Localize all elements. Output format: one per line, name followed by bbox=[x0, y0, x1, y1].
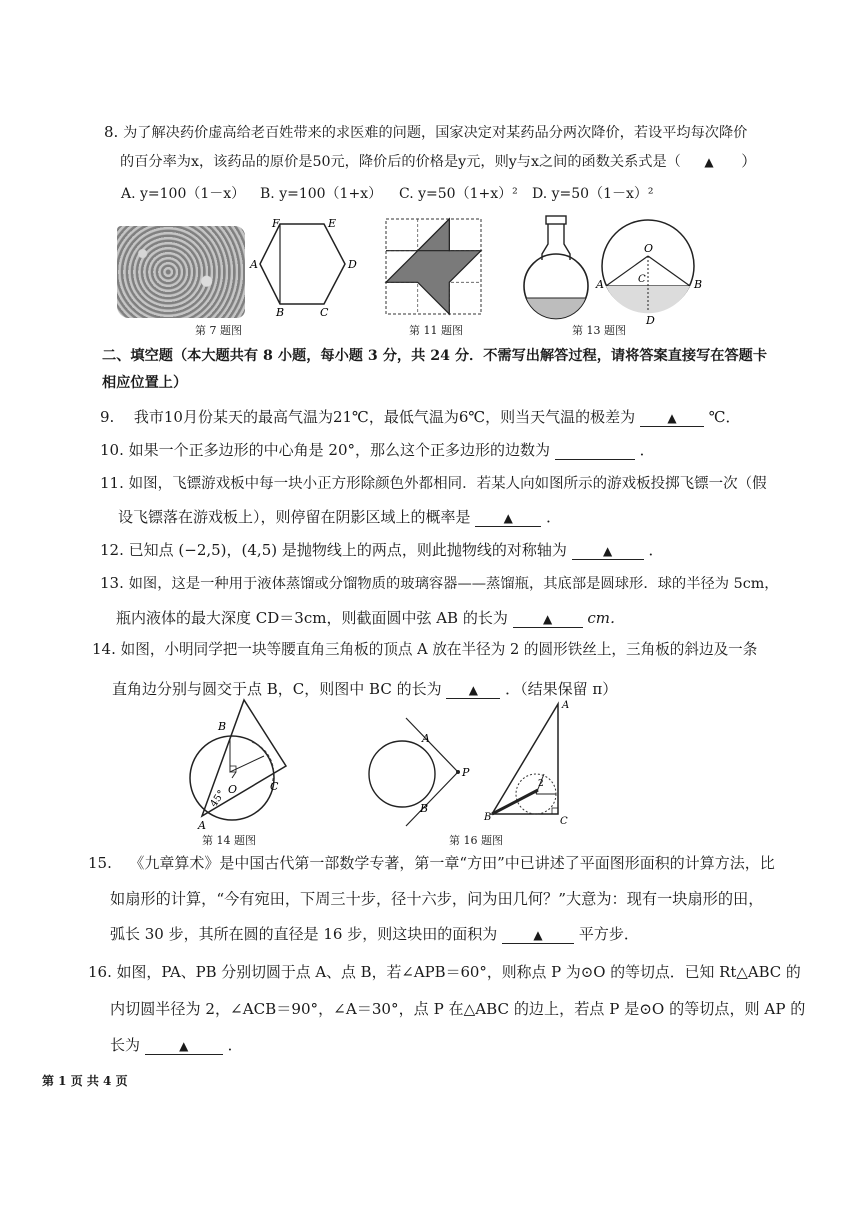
q10-tail: ． bbox=[639, 441, 655, 459]
q15-text-2: 如扇形的计算，“今有宛田，下周三十步，径十六步，问为田几何？”大意为：现有一块扇形的田， bbox=[110, 890, 764, 908]
q14-figure bbox=[180, 696, 320, 832]
q15-text-1: 《九章算术》是中国古代第一部数学专著，第一章“方田”中已讲述了平面图形面积的计算方法，比 bbox=[129, 854, 775, 872]
fig16b-label-c: C bbox=[560, 816, 568, 827]
q15-line2 bbox=[110, 888, 763, 909]
q11-answer-blank bbox=[475, 508, 541, 527]
q16-number: 16. bbox=[88, 963, 112, 981]
q13-flask-figure bbox=[520, 214, 592, 318]
q16-line3 bbox=[110, 1034, 243, 1055]
answer-mark: ▲ bbox=[543, 612, 553, 626]
q8-line1 bbox=[104, 122, 747, 142]
q8-option-b: B. y=100（1+x） bbox=[260, 186, 383, 202]
circle13-label-d: D bbox=[646, 314, 655, 327]
hex-label-f: F bbox=[272, 217, 280, 230]
q15-line1 bbox=[88, 852, 775, 873]
q15-answer-blank bbox=[502, 925, 574, 944]
q13-circle-figure bbox=[596, 216, 703, 327]
fig14-label-b: B bbox=[218, 720, 227, 733]
section2-heading-line2: 相应位置上） bbox=[102, 375, 188, 391]
q16-answer-blank bbox=[145, 1036, 223, 1055]
q14-line1 bbox=[92, 638, 757, 659]
q11-text-2: 设飞镖落在游戏板上），则停留在阴影区域上的概率是 bbox=[118, 508, 471, 526]
q11-line2 bbox=[118, 506, 561, 527]
q16-text-3: 长为 bbox=[110, 1036, 141, 1054]
q16-text-1: 如图，PA、PB 分别切圆于点 A、点 B，若∠APB＝60°，则称点 P 为⊙O 的等切点．已知 Rt△ABC 的 bbox=[116, 963, 801, 981]
q9-tail: ℃． bbox=[708, 408, 741, 426]
q16-caption: 第 16 题图 bbox=[449, 834, 503, 847]
q16-triangle-figure bbox=[484, 700, 584, 828]
circle13-label-c: C bbox=[638, 274, 646, 285]
q16-line1 bbox=[88, 961, 801, 982]
q7-hexagon-figure bbox=[248, 218, 358, 318]
q8-number: 8. bbox=[104, 123, 119, 141]
q13-line1 bbox=[100, 573, 779, 593]
hex-label-a: A bbox=[250, 258, 258, 271]
answer-mark: ▲ bbox=[468, 683, 478, 697]
fig16b-label-a: A bbox=[562, 700, 570, 711]
answer-mark: ▲ bbox=[179, 1039, 189, 1053]
hex-label-b: B bbox=[276, 306, 285, 319]
q15-tail: 平方步． bbox=[578, 925, 639, 943]
q10-line bbox=[100, 439, 655, 460]
section2-heading-line1: 二、填空题（本大题共有 8 小题，每小题 3 分，共 24 分．不需写出解答过程，请将答案直接写在答题卡 bbox=[102, 348, 768, 364]
page-footer: 第 1 页 共 4 页 bbox=[42, 1074, 128, 1088]
q14-tail: ．（结果保留 π） bbox=[505, 680, 618, 698]
q8-option-a: A. y=100（1－x） bbox=[121, 186, 246, 202]
q14-number: 14. bbox=[92, 640, 116, 658]
fig14-label-c: C bbox=[270, 780, 279, 793]
q13-tail: cm． bbox=[587, 609, 626, 627]
q12-text: 已知点 (−2,5)，(4,5) 是抛物线上的两点，则此抛物线的对称轴为 bbox=[128, 541, 567, 559]
q9-number: 9. bbox=[100, 408, 115, 426]
q14-answer-blank bbox=[446, 680, 500, 699]
q8-text-1: 为了解决药价虚高给老百姓带来的求医难的问题，国家决定对某药品分两次降价，若设平均每次降价 bbox=[123, 125, 748, 141]
q14-text-1: 如图，小明同学把一块等腰直角三角板的顶点 A 放在半径为 2 的圆形铁丝上，三角板的斜边及一条 bbox=[120, 641, 758, 658]
circle13-label-a: A bbox=[596, 278, 604, 291]
q12-answer-blank bbox=[572, 541, 644, 560]
q10-number: 10. bbox=[100, 441, 124, 459]
q16-tail: ． bbox=[227, 1036, 243, 1054]
answer-mark: ▲ bbox=[533, 928, 543, 942]
q7-photo bbox=[117, 226, 245, 318]
q8-text-2: 的百分率为x，该药品的原价是50元，降价后的价格是y元，则y与x之间的函数关系式是（ bbox=[120, 154, 681, 170]
q8-option-c: C. y=50（1+x）² bbox=[399, 186, 518, 202]
circle13-label-b: B bbox=[694, 278, 703, 291]
q15-number: 15. bbox=[88, 854, 112, 872]
fig14-label-o: O bbox=[228, 783, 238, 796]
q12-tail: ． bbox=[648, 541, 664, 559]
q8-line2 bbox=[120, 150, 756, 171]
q11-line1 bbox=[100, 472, 767, 493]
hex-label-d: D bbox=[348, 258, 357, 271]
q10-text: 如果一个正多边形的中心角是 20°，那么这个正多边形的边数为 bbox=[128, 441, 550, 459]
q11-dartboard-figure bbox=[385, 218, 482, 315]
q12-line bbox=[100, 539, 663, 560]
q13-answer-blank bbox=[513, 609, 583, 628]
q9-line bbox=[100, 406, 741, 427]
q7-caption: 第 7 题图 bbox=[195, 324, 242, 337]
q11-number: 11. bbox=[100, 474, 124, 492]
q13-line2 bbox=[116, 607, 625, 628]
q16-text-2: 内切圆半径为 2，∠ACB＝90°，∠A＝30°，点 P 在△ABC 的边上，若点 P 是⊙O 的等切点，则 AP 的 bbox=[110, 1000, 806, 1018]
q9-text: 我市10月份某天的最高气温为21℃，最低气温为6℃，则当天气温的极差为 bbox=[133, 408, 636, 426]
answer-mark: ▲ bbox=[704, 155, 714, 169]
fig14-label-angle: 45° bbox=[208, 788, 228, 810]
q15-text-3: 弧长 30 步，其所在圆的直径是 16 步，则这块田的面积为 bbox=[110, 925, 498, 943]
hex-label-c: C bbox=[320, 306, 329, 319]
hex-label-e: E bbox=[328, 217, 337, 230]
circle13-label-o: O bbox=[644, 242, 654, 255]
q9-answer-blank bbox=[640, 408, 704, 427]
q13-caption: 第 13 题图 bbox=[572, 324, 626, 337]
q11-text-1: 如图，飞镖游戏板中每一块小正方形除颜色外都相同．若某人向如图所示的游戏板投掷飞镖一次（假 bbox=[128, 476, 767, 492]
q16-tangent-figure bbox=[366, 722, 478, 818]
q15-line3 bbox=[110, 923, 639, 944]
fig14-label-a: A bbox=[198, 819, 206, 832]
fig16a-label-b: B bbox=[420, 802, 429, 815]
answer-mark: ▲ bbox=[603, 544, 613, 558]
fig16a-label-a: A bbox=[422, 732, 430, 745]
q12-number: 12. bbox=[100, 541, 124, 559]
q10-answer-blank bbox=[555, 441, 635, 460]
q8-option-d: D. y=50（1－x）² bbox=[532, 186, 654, 202]
q8-close-paren: ） bbox=[741, 152, 757, 170]
q14-text-2: 直角边分别与圆交于点 B，C，则图中 BC 的长为 bbox=[112, 680, 442, 698]
fig16b-label-b: B bbox=[484, 812, 492, 823]
q11-tail: ． bbox=[546, 508, 562, 526]
answer-mark: ▲ bbox=[503, 511, 513, 525]
fig16a-label-p: P bbox=[462, 766, 470, 779]
fig16b-label-2: 2 bbox=[538, 779, 544, 789]
q13-text-2: 瓶内液体的最大深度 CD＝3cm，则截面圆中弦 AB 的长为 bbox=[116, 609, 508, 627]
q14-caption: 第 14 题图 bbox=[202, 834, 256, 847]
q11-caption: 第 11 题图 bbox=[409, 324, 463, 337]
q13-text-1: 如图，这是一种用于液体蒸馏或分馏物质的玻璃容器——蒸馏瓶，其底部是圆球形．球的半径为 5cm， bbox=[128, 576, 779, 592]
q16-line2 bbox=[110, 998, 805, 1019]
q13-number: 13. bbox=[100, 574, 124, 592]
answer-mark: ▲ bbox=[667, 411, 677, 425]
